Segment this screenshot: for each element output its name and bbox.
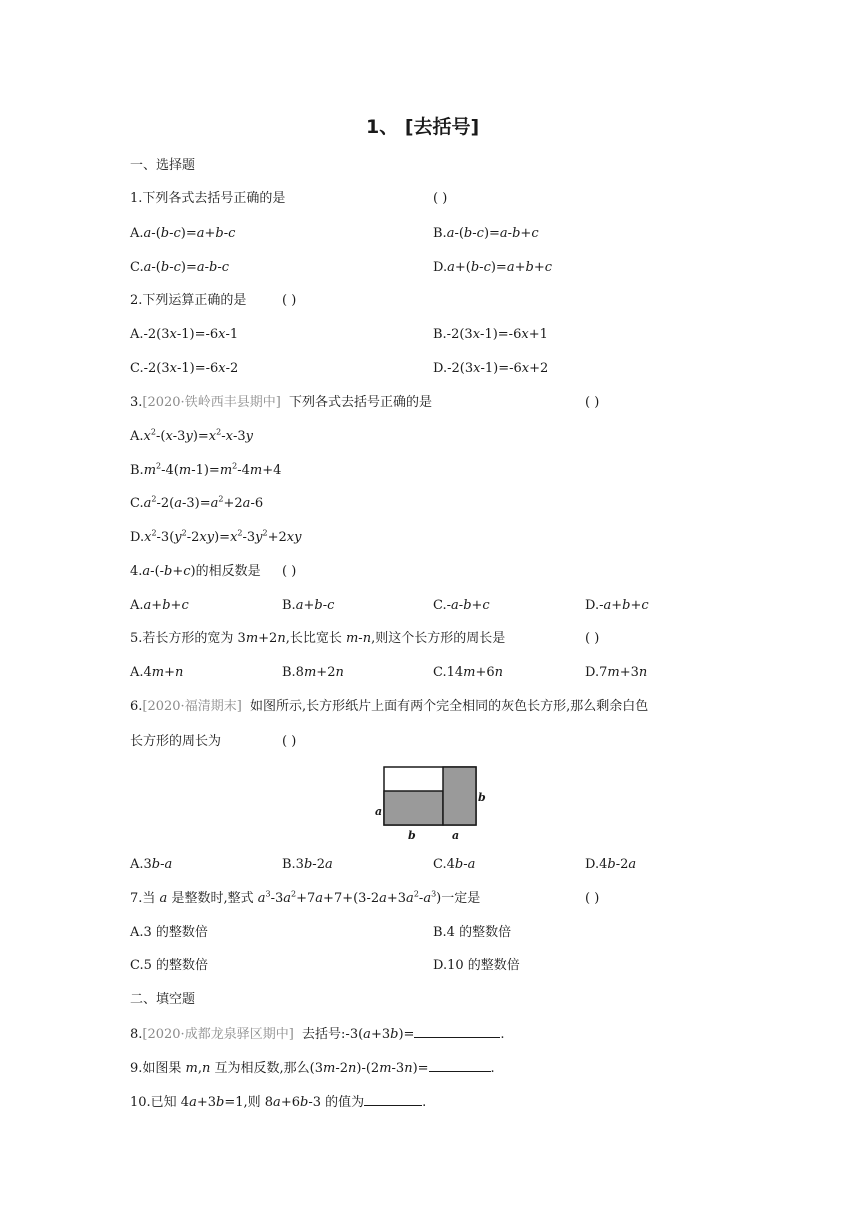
question-5-option-c: C.14m+6n xyxy=(433,665,504,680)
question-8-source: [2020·成都龙泉驿区期中] xyxy=(142,1027,294,1042)
question-2-option-c: C.-2(3x-1)=-6x-2 xyxy=(130,361,239,376)
question-6-option-b: B.3b-2a xyxy=(282,857,333,872)
question-5-option-a: A.4m+n xyxy=(130,665,184,680)
question-1-option-b: B.a-(b-c)=a-b+c xyxy=(433,226,539,241)
question-3-text: 下列各式去括号正确的是 xyxy=(289,395,433,410)
question-3-option-a: $A.x^2-(x-3y)=x^2-x-3y$ xyxy=(130,427,253,444)
question-5-text-mid: ,长比宽长 xyxy=(285,631,346,646)
question-10-answer-blank[interactable] xyxy=(364,1093,422,1106)
question-7-stem: 7.当 a 是整数时,整式 $a^3-3a^2+7a+7+(3-2a+3a^2-a^3)$一定是 xyxy=(130,889,481,906)
question-10-text: 10.已知 4 xyxy=(130,1095,190,1110)
question-1-option-c: C.a-(b-c)=a-b-c xyxy=(130,260,230,275)
question-7-option-b: B.4 的整数倍 xyxy=(433,925,512,940)
question-8-period: . xyxy=(500,1027,505,1042)
question-6-text-line1: 如图所示,长方形纸片上面有两个完全相同的灰色长方形,那么剩余白色 xyxy=(250,699,649,714)
question-6-figure xyxy=(370,762,510,842)
question-9-period: . xyxy=(490,1061,495,1076)
question-4-option-d: D.-a+b+c xyxy=(585,598,649,613)
question-6-source: [2020·福清期末] xyxy=(142,699,242,714)
question-6-option-c: C.4b-a xyxy=(433,857,476,872)
question-4-option-b: B.a+b-c xyxy=(282,598,335,613)
question-1-option-a: A.a-(b-c)=a+b-c xyxy=(130,226,236,241)
question-1-option-d: D.a+(b-c)=a+b+c xyxy=(433,260,552,275)
figure-label-a-left: a xyxy=(375,805,383,818)
question-8-text: 去括号:-3( xyxy=(302,1027,364,1042)
figure-label-b-right: b xyxy=(478,791,486,804)
question-3-option-d: $D.x^2-3(y^2-2xy)=x^2-3y^2+2xy$ xyxy=(130,528,302,545)
question-2-option-b: B.-2(3x-1)=-6x+1 xyxy=(433,327,548,342)
question-4-answer-paren: ( ) xyxy=(282,564,297,579)
question-2-stem: 2.下列运算正确的是 xyxy=(130,293,247,308)
question-3-answer-paren: ( ) xyxy=(585,395,600,410)
question-5-answer-paren: ( ) xyxy=(585,631,600,646)
question-9-text: 9.如图果 xyxy=(130,1061,186,1076)
question-10-stem: 10.已知 4a+3b=1,则 8a+6b-3 的值为 . xyxy=(130,1095,427,1110)
question-2-answer-paren: ( ) xyxy=(282,293,297,308)
question-6-option-d: D.4b-2a xyxy=(585,857,637,872)
question-10-period: . xyxy=(422,1095,427,1110)
question-8-answer-blank[interactable] xyxy=(414,1025,500,1038)
question-6-option-a: A.3b-a xyxy=(130,857,173,872)
question-4-option-a: A.a+b+c xyxy=(130,598,189,613)
section-heading-fill-in: 二、填空题 xyxy=(130,992,196,1007)
question-6-stem: 6.[2020·福清期末] 如图所示,长方形纸片上面有两个完全相同的灰色长方形,那么剩余白色 xyxy=(130,699,649,714)
question-2-option-d: D.-2(3x-1)=-6x+2 xyxy=(433,361,549,376)
question-9-stem: 9.如图果 m,n 互为相反数,那么(3m-2n)-(2m-3n)= . xyxy=(130,1061,495,1076)
question-5-text-post: ,则这个长方形的周长是 xyxy=(371,631,506,646)
question-6-answer-paren: ( ) xyxy=(282,734,297,749)
page-title: 1、 [去括号] xyxy=(366,116,480,138)
question-2-option-a: A.-2(3x-1)=-6x-1 xyxy=(130,327,239,342)
question-3-option-b: $B.m^2-4(m-1)=m^2-4m+4$ xyxy=(130,461,282,478)
question-7-option-a: A.3 的整数倍 xyxy=(130,925,208,940)
question-5-option-b: B.8m+2n xyxy=(282,665,344,680)
question-3-option-c: $C.a^2-2(a-3)=a^2+2a-6$ xyxy=(130,494,264,511)
question-4-option-c: C.-a-b+c xyxy=(433,598,490,613)
question-1-answer-paren: ( ) xyxy=(433,191,448,206)
question-9-answer-blank[interactable] xyxy=(429,1059,491,1072)
question-3-source: [2020·铁岭西丰县期中] xyxy=(142,395,281,410)
question-5-text-pre: 5.若长方形的宽为 3 xyxy=(130,631,246,646)
figure-label-a-bottom: a xyxy=(452,829,460,842)
figure-gray-rectangle-horizontal xyxy=(384,791,443,825)
figure-label-b-bottom: b xyxy=(408,829,416,842)
question-3-stem: 3.[2020·铁岭西丰县期中] 下列各式去括号正确的是 xyxy=(130,395,433,410)
question-7-option-d: D.10 的整数倍 xyxy=(433,958,520,973)
question-6-stem-line2: 长方形的周长为 xyxy=(130,734,222,749)
question-4-stem: 4.a-(-b+c)的相反数是 xyxy=(130,564,261,579)
question-1-stem: 1.下列各式去括号正确的是 xyxy=(130,191,286,206)
question-5-stem: 5.若长方形的宽为 3m+2n,长比宽长 m-n,则这个长方形的周长是 xyxy=(130,631,506,646)
question-7-option-c: C.5 的整数倍 xyxy=(130,958,209,973)
question-7-answer-paren: ( ) xyxy=(585,891,600,906)
question-5-option-d: D.7m+3n xyxy=(585,665,648,680)
question-8-stem: 8.[2020·成都龙泉驿区期中] 去括号:-3(a+3b)= . xyxy=(130,1027,505,1042)
section-heading-choice: 一、选择题 xyxy=(130,158,196,173)
figure-gray-rectangle-vertical xyxy=(443,767,476,825)
